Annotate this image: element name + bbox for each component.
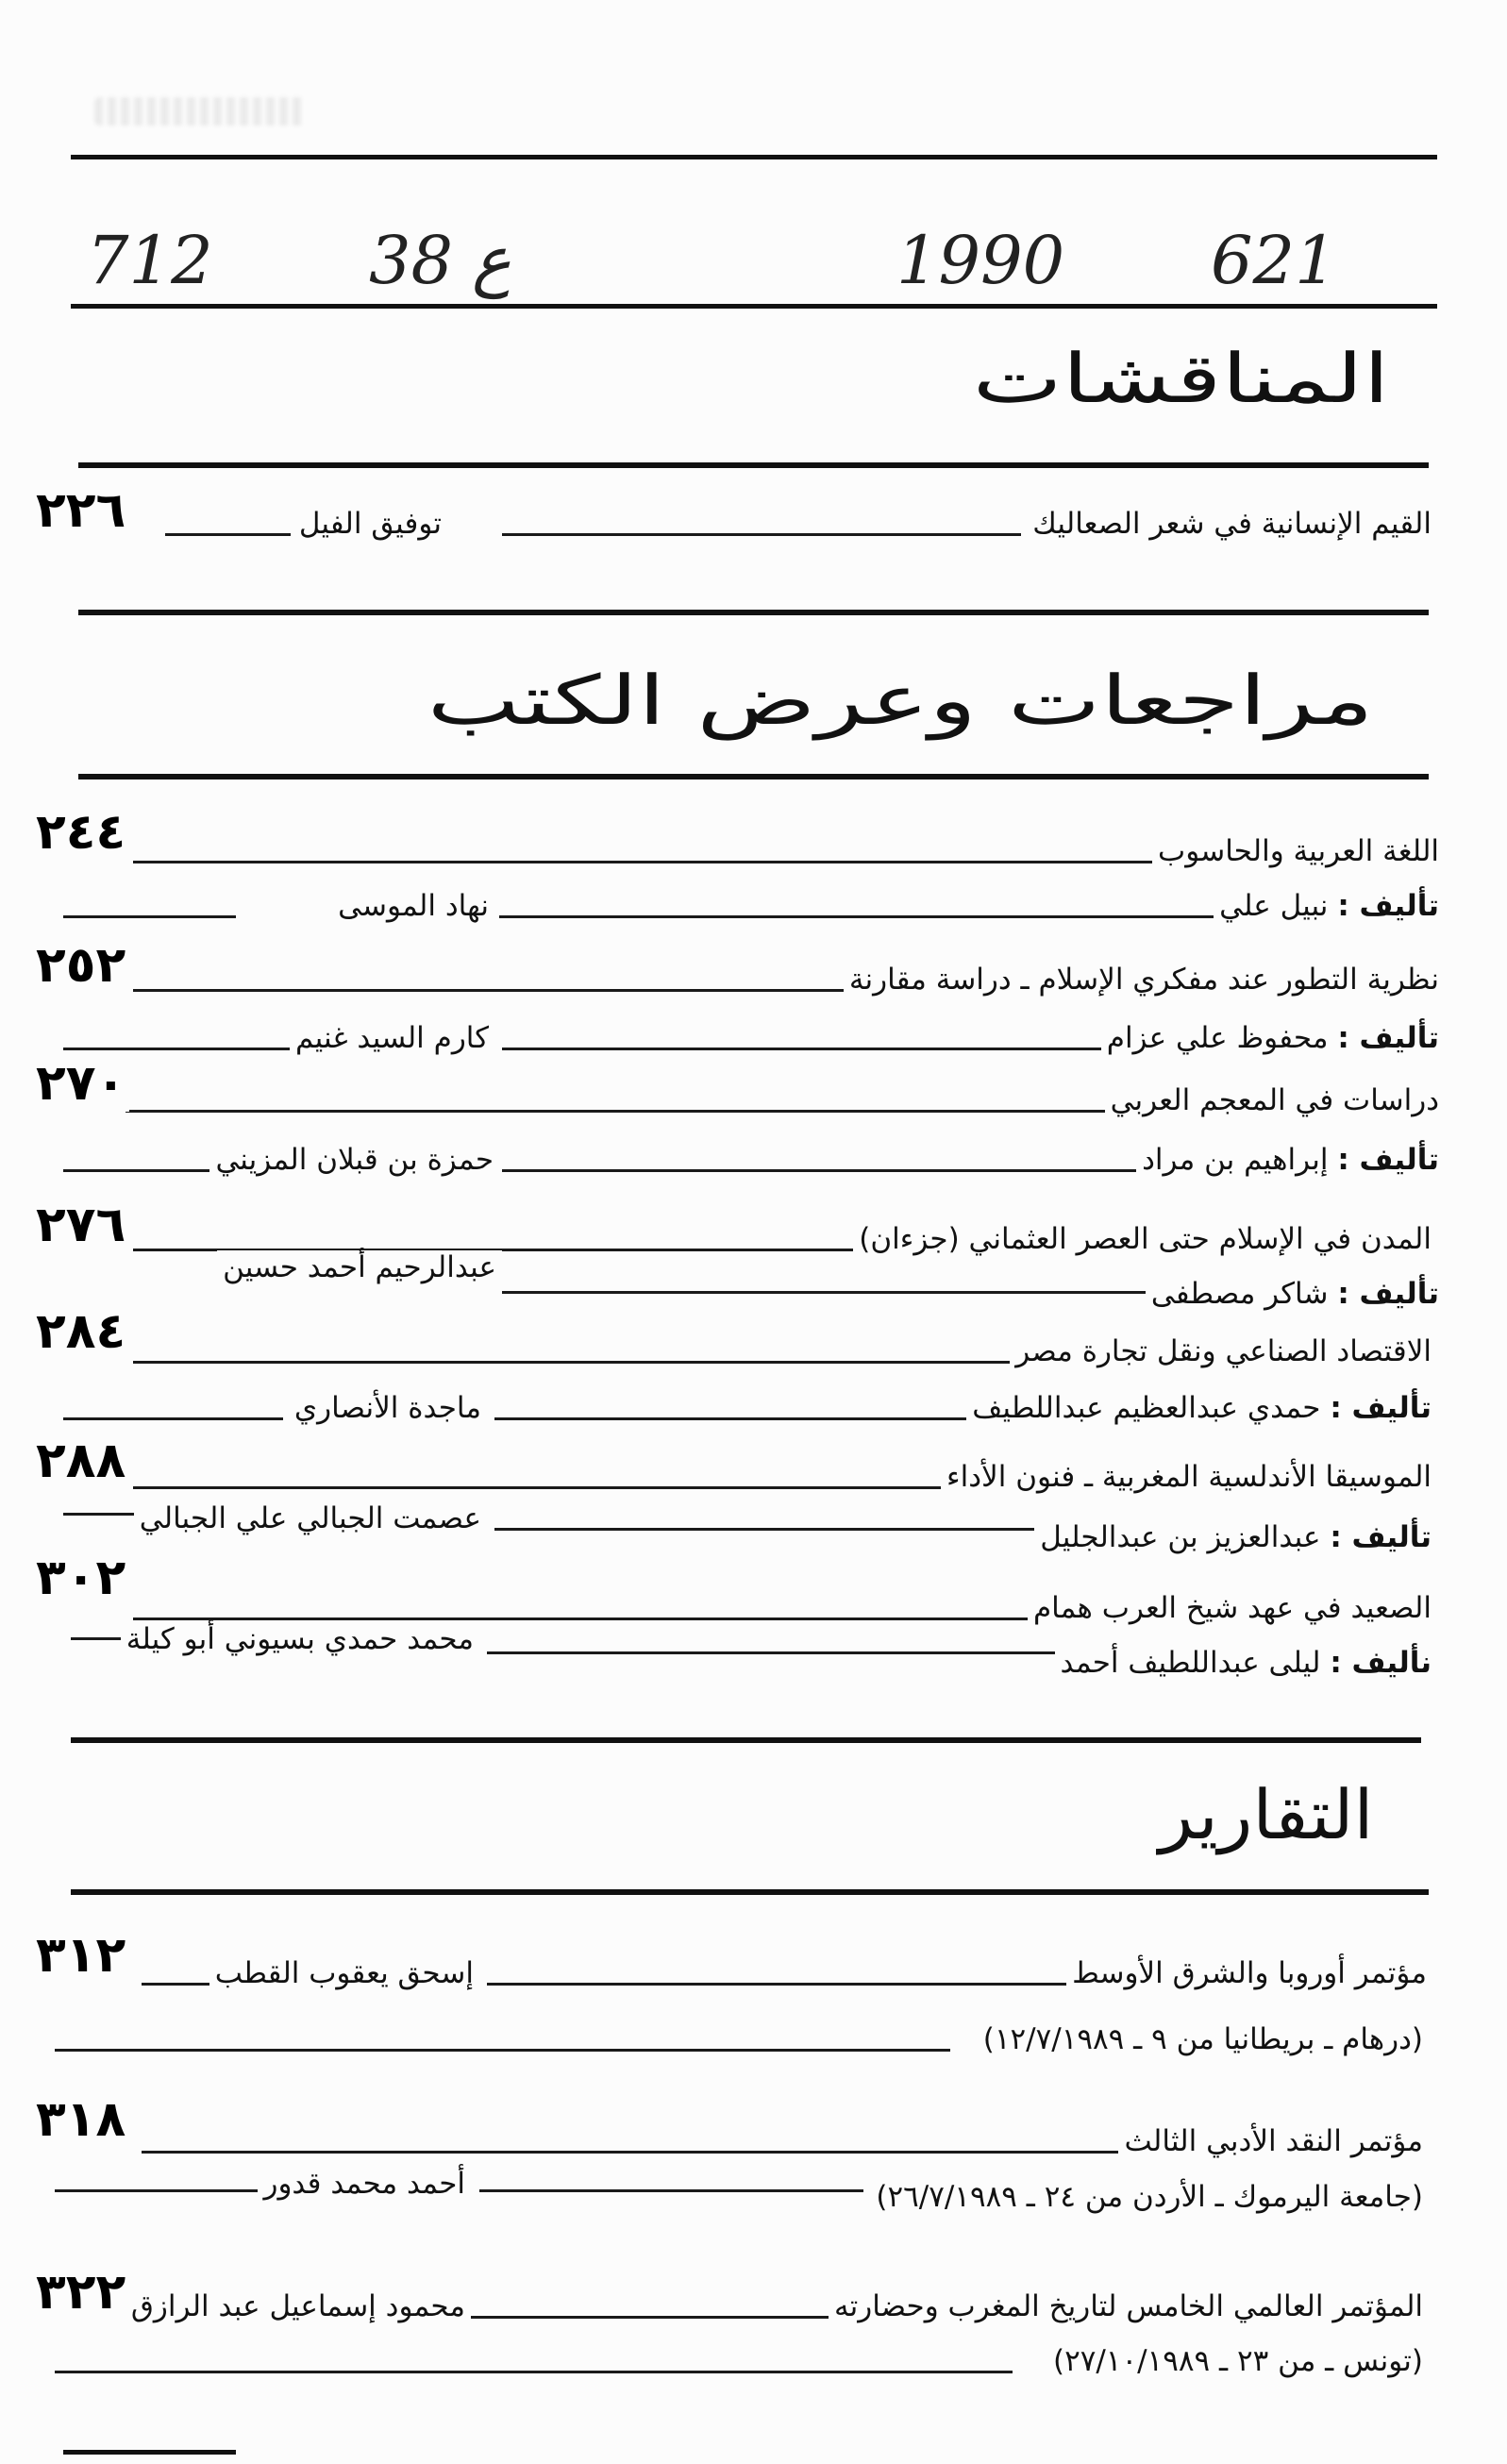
- author-label: تأليف :: [1330, 1520, 1432, 1554]
- page-number: ٣١٨: [36, 2091, 129, 2148]
- handwritten-number: 38: [369, 222, 454, 299]
- entry-reviewer: محمد حمدي بسيوني أبو كيلة: [121, 1622, 479, 1656]
- entry-author-line: [1101, 1021, 1445, 1055]
- entry-title: مؤتمر النقد الأدبي الثالث: [1118, 2124, 1429, 2158]
- author-label: تأليف :: [1337, 1021, 1439, 1055]
- handwritten-year: 1990: [896, 222, 1065, 299]
- page-number: ٣١٢: [36, 1927, 129, 1984]
- page-number: ٢٧٠: [36, 1055, 129, 1112]
- leader-line: [499, 915, 1248, 918]
- page-number: ٢٧٦: [36, 1197, 129, 1253]
- bottom-rule: [63, 2450, 236, 2455]
- entry-reviewer: توفيق الفيل: [293, 507, 447, 541]
- entry-title: نظرية التطور عند مفكري الإسلام ـ دراسة مقارنة: [844, 963, 1445, 997]
- author-name: إبراهيم بن مراد: [1142, 1143, 1329, 1177]
- author-name: حمدي عبدالعظيم عبداللطيف: [972, 1391, 1321, 1425]
- leader-line: [133, 861, 1170, 863]
- leader-line: [502, 1048, 1170, 1050]
- leader-line: [126, 1110, 1138, 1113]
- entry-title: المؤتمر العالمي الخامس لتاريخ المغرب وحضارته: [829, 2289, 1429, 2323]
- stamp-smudge: [94, 97, 306, 126]
- entry-title: القيم الإنسانية في شعر الصعاليك: [1027, 507, 1437, 541]
- section-heading-reviews: مراجعات وعرض الكتب: [427, 661, 1374, 740]
- top-rule: [71, 155, 1437, 159]
- entry-details: (جامعة اليرموك ـ الأردن من ٢٤ ـ ٢٦/٧/١٩٨٩): [870, 2180, 1429, 2214]
- leader-line: [63, 1048, 298, 1050]
- entry-title: دراسات في المعجم العربي: [1105, 1083, 1445, 1117]
- author-name: عبدالعزيز بن عبدالجليل: [1040, 1520, 1321, 1554]
- leader-line: [487, 1651, 1099, 1654]
- leader-line: [502, 1291, 1170, 1294]
- section-heading-discussions: المناقشات: [973, 339, 1390, 418]
- page-number: ٢٨٤: [36, 1303, 129, 1360]
- handwritten-code: 712: [87, 222, 213, 299]
- entry-reviewer: حمزة بن قبلان المزيني: [209, 1143, 499, 1177]
- section-heading-reports: التقارير: [1159, 1775, 1374, 1854]
- entry-reviewer: ماجدة الأنصاري: [289, 1391, 487, 1425]
- section-rule: [78, 462, 1429, 468]
- entry-reviewer: أحمد محمد قدور: [258, 2167, 471, 2201]
- author-label: تأليف :: [1337, 1143, 1439, 1177]
- page-number: ٢٤٤: [36, 804, 129, 861]
- entry-title: الصعيد في عهد شيخ العرب همام: [1028, 1591, 1437, 1625]
- leader-line: [479, 2189, 863, 2192]
- section-rule: [71, 1889, 1429, 1895]
- entry-author-line: [966, 1391, 1437, 1425]
- entry-title: اللغة العربية والحاسوب: [1152, 834, 1445, 868]
- leader-line: [487, 1983, 1107, 1986]
- author-name: محفوظ علي عزام: [1106, 1021, 1329, 1055]
- leader-line: [502, 533, 1021, 536]
- entry-title: الموسيقا الأندلسية المغربية ـ فنون الأداء: [941, 1460, 1437, 1494]
- leader-line: [502, 1169, 1162, 1172]
- entry-title: مؤتمر أوروبا والشرق الأوسط: [1066, 1956, 1432, 1990]
- entry-reviewer: إسحق يعقوب القطب: [209, 1956, 479, 1990]
- entry-author-line: [1136, 1143, 1445, 1177]
- page-number: ٢٨٨: [36, 1433, 129, 1489]
- leader-line: [142, 2151, 1147, 2154]
- entry-author-line: [1214, 889, 1445, 923]
- page-number: ٣٠٢: [36, 1550, 129, 1606]
- author-label: تأليف :: [1337, 889, 1439, 923]
- leader-line: [165, 533, 291, 536]
- author-name: شاكر مصطفى: [1150, 1277, 1329, 1311]
- entry-title: المدن في الإسلام حتى العصر العثماني (جزءان): [853, 1222, 1437, 1256]
- leader-line: [63, 915, 236, 918]
- entry-reviewer: كارم السيد غنيم: [290, 1021, 494, 1055]
- leader-line: [133, 1361, 1036, 1364]
- entry-details: (تونس ـ من ٢٣ ـ ٢٧/١٠/١٩٨٩): [1047, 2344, 1429, 2378]
- leader-line: [133, 1486, 997, 1489]
- handwritten-letter: ع: [472, 222, 511, 299]
- entry-reviewer: نهاد الموسى: [332, 889, 494, 923]
- leader-line: [133, 1618, 1060, 1620]
- author-label: تأليف :: [1337, 1277, 1439, 1311]
- entry-author-line: [1146, 1277, 1445, 1311]
- leader-line: [494, 1528, 1060, 1531]
- author-label: تأليف :: [1330, 1391, 1432, 1425]
- leader-line: [55, 2189, 291, 2192]
- entry-reviewer: عبدالرحيم أحمد حسين: [217, 1250, 502, 1284]
- entry-author-line: [1055, 1646, 1437, 1680]
- section-rule: [78, 774, 1429, 779]
- entry-reviewer: محمود إسماعيل عبد الرازق: [126, 2289, 471, 2323]
- entry-title: الاقتصاد الصناعي ونقل تجارة مصر: [1010, 1334, 1437, 1368]
- leader-line: [55, 2371, 1013, 2373]
- entry-author-line: [1034, 1520, 1437, 1554]
- author-label: نأليف :: [1330, 1646, 1432, 1680]
- leader-line: [494, 1417, 981, 1420]
- entry-details: (درهام ـ بريطانيا من ٩ ـ ١٢/٧/١٩٨٩): [978, 2022, 1429, 2056]
- header-rule: [71, 304, 1437, 309]
- author-name: نبيل علي: [1219, 889, 1329, 923]
- leader-line: [63, 1417, 283, 1420]
- page-number: ٢٢٦: [36, 482, 129, 539]
- section-rule: [71, 1737, 1421, 1743]
- handwritten-id: 621: [1211, 222, 1337, 299]
- entry-reviewer: عصمت الجبالي علي الجبالي: [134, 1501, 487, 1535]
- leader-line: [133, 989, 879, 992]
- page-number: ٣٢٢: [36, 2264, 129, 2321]
- page-number: ٢٥٢: [36, 937, 129, 994]
- leader-line: [55, 2049, 950, 2052]
- author-name: ليلى عبداللطيف أحمد: [1060, 1646, 1321, 1680]
- section-rule: [78, 610, 1429, 615]
